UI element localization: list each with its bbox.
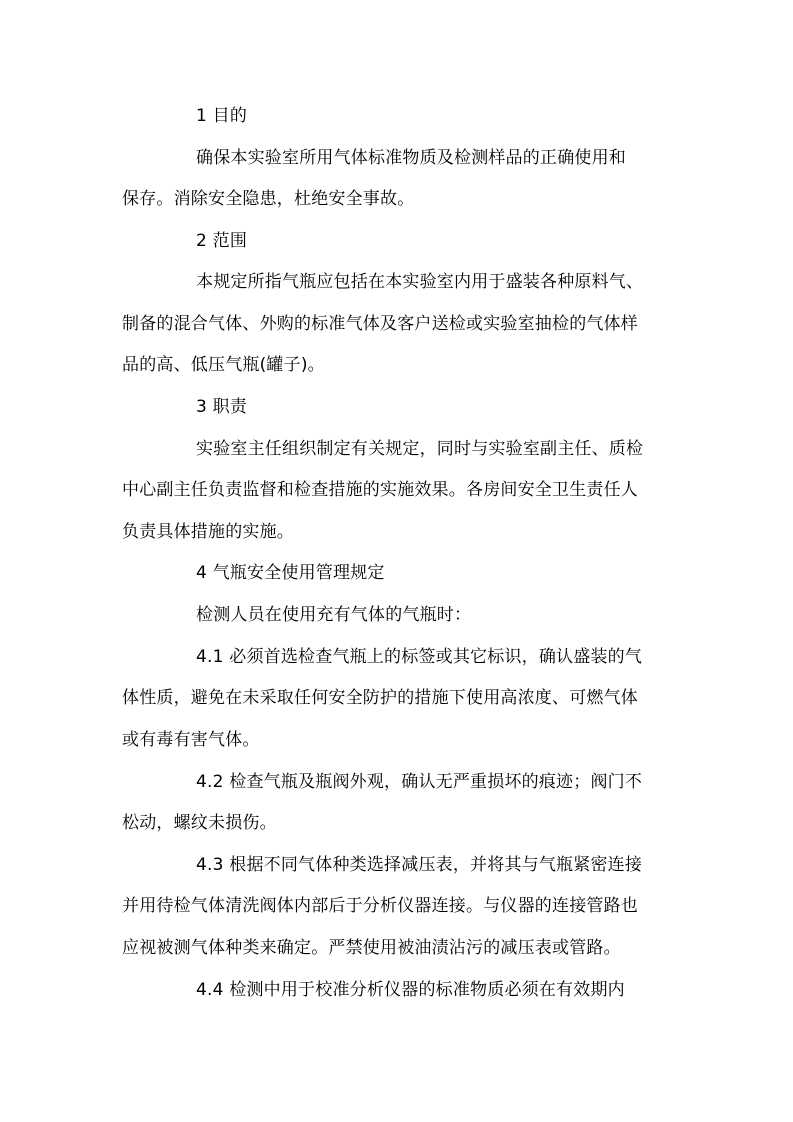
paragraph-line: 确保本实验室所用气体标准物质及检测样品的正确使用和 — [196, 148, 626, 168]
clause-4-3-line: 并用待检气体清洗阀体内部后于分析仪器连接。与仪器的连接管路也 — [122, 896, 638, 916]
clause-4-3-line: 4.3 根据不同气体种类选择减压表，并将其与气瓶紧密连接 — [196, 855, 643, 875]
clause-4-4-line: 4.4 检测中用于校准分析仪器的标准物质必须在有效期内 — [196, 980, 625, 1000]
clause-4-3-line: 应视被测气体种类来确定。严禁使用被油渍沾污的减压表或管路。 — [122, 938, 621, 958]
paragraph-line: 检测人员在使用充有气体的气瓶时： — [196, 605, 472, 625]
paragraph-line: 保存。消除安全隐患，杜绝安全事故。 — [122, 189, 415, 209]
clause-4-2-line: 4.2 检查气瓶及瓶阀外观，确认无严重损坏的痕迹；阀门不 — [196, 772, 643, 792]
paragraph-line: 中心副主任负责监督和检查措施的实施效果。各房间安全卫生责任人 — [122, 480, 638, 500]
paragraph-line: 制备的混合气体、外购的标准气体及客户送检或实验室抽检的气体样 — [122, 314, 638, 334]
section-heading-scope: 2 范围 — [196, 231, 248, 251]
clause-4-1-line: 或有毒有害气体。 — [122, 730, 260, 750]
section-heading-management-rules: 4 气瓶安全使用管理规定 — [196, 563, 385, 583]
section-heading-purpose: 1 目的 — [196, 106, 248, 126]
clause-4-1-line: 体性质，避免在未采取任何安全防护的措施下使用高浓度、可燃气体 — [122, 688, 638, 708]
paragraph-line: 实验室主任组织制定有关规定，同时与实验室副主任、质检 — [196, 439, 644, 459]
paragraph-line: 负责具体措施的实施。 — [122, 522, 294, 542]
clause-4-1-line: 4.1 必须首选检查气瓶上的标签或其它标识，确认盛装的气 — [196, 647, 643, 667]
section-heading-responsibilities: 3 职责 — [196, 397, 248, 417]
paragraph-line: 品的高、低压气瓶(罐子)。 — [122, 355, 325, 375]
paragraph-line: 本规定所指气瓶应包括在本实验室内用于盛装各种原料气、 — [196, 272, 644, 292]
clause-4-2-line: 松动，螺纹未损伤。 — [122, 813, 277, 833]
